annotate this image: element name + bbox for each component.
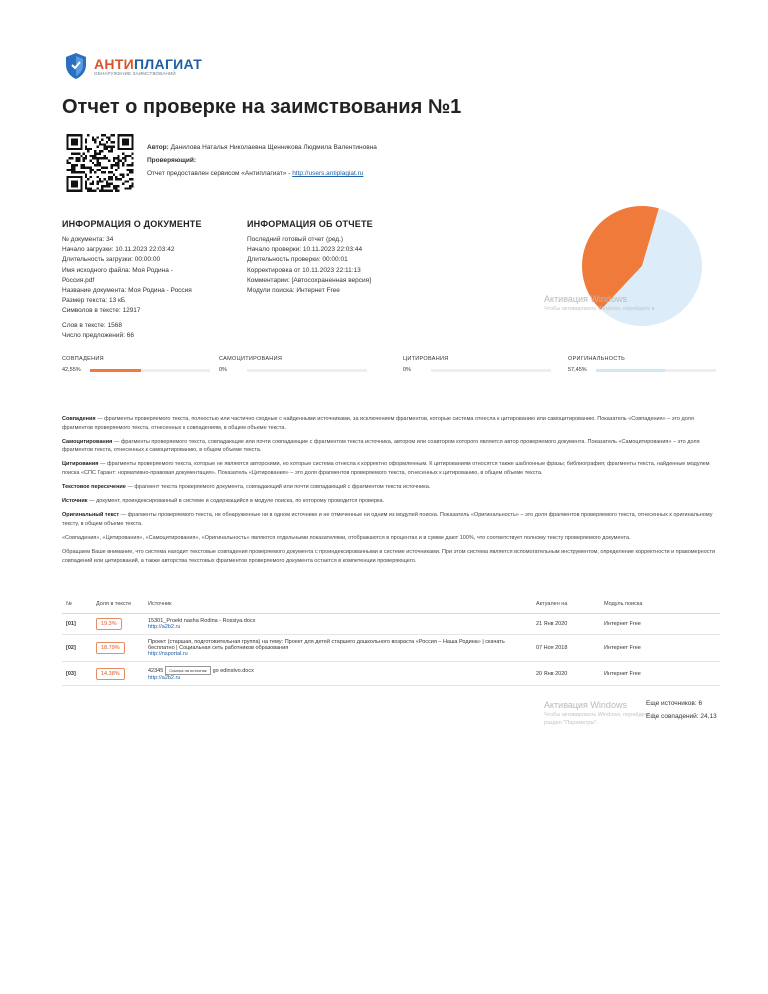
- report-info-line: Начало проверки: 10.11.2023 22:03:44: [247, 246, 363, 254]
- definition-text: — фрагменты проверяемого текста, не обнаруженные ни в одном источнике и не отмеченные ни одним из модулей поиска. Показатель «Оригинальность» – это доля фрагментов проверяемого текста, отнесенных к оригинальному тексту, в общем объеме текста.: [62, 512, 713, 527]
- definition-term: Цитирования: [62, 461, 99, 468]
- windows-watermark: Активация Windows Чтобы активировать Windows, перейдите в: [544, 294, 655, 312]
- doc-info-extra: [62, 321, 134, 341]
- source-name: 42345: [148, 667, 164, 674]
- shield-icon: [64, 52, 88, 80]
- logo-wordmark: АНТИПЛАГИАТ: [94, 55, 203, 72]
- totals: [646, 697, 717, 723]
- stat-track: [90, 369, 210, 372]
- doc-info-line: Начало загрузки: 10.11.2023 22:03:42: [62, 246, 175, 254]
- stat-label: СОВПАДЕНИЯ: [62, 356, 104, 362]
- doc-info-line: Размер текста: 13 кБ: [62, 297, 126, 305]
- provided-text: Отчет предоставлен сервисом «Антиплагиат» -: [147, 170, 291, 177]
- more-matches: Еще совпадений: 24,13: [646, 713, 717, 720]
- report-info-line: Корректировка от 10.11.2023 22:11:13: [247, 266, 361, 274]
- row-index: [03]: [62, 662, 92, 686]
- source-link[interactable]: http://a2b2.ru: [148, 624, 181, 630]
- report-info-line: Комментарии: [Автосохраненная версия]: [247, 276, 372, 284]
- source-name: Проект (старшая, подготовительная группа) на тему: Проект для детей старшего дошкольного возраста «Россия – Наша Родина» | скачать бесплатно | Социальная сеть работников образования: [148, 639, 505, 651]
- stat-label: ОРИГИНАЛЬНОСТЬ: [568, 356, 626, 362]
- stat-value: 57,45%: [568, 367, 587, 373]
- definition-text: — фрагменты проверяемого текста, которые не являются авторскими, но которые система отнесла к корректно оформленным. К цитированиям относятся также шаблонные фразы; библиография; фрагменты текста, найденные модулем поиска «СПС Гарант: нормативно-правовая документация». Показатель «Цитирования» – это доля фрагментов проверяемого текста, отнесенных к цитированию, в общем объеме текста.: [62, 461, 710, 476]
- author-value: Данилова Наталья Николаевна Щенникова Людмила Валентиновна: [170, 144, 377, 151]
- row-date: 20 Янв 2020: [532, 662, 600, 686]
- stat-4: [568, 356, 718, 373]
- logo-tagline: ОБНАРУЖЕНИЕ ЗАИМСТВОВАНИЙ: [94, 70, 176, 76]
- stat-fill: [596, 369, 665, 372]
- definition-text: — фрагмент текста проверяемого документа, совпадающий или почти совпадающий с фрагментом текста источника.: [125, 484, 431, 491]
- col-share: Доля в тексте: [92, 598, 144, 614]
- doc-info-line: Число предложений: 66: [62, 332, 134, 340]
- table-row[interactable]: [62, 662, 720, 686]
- definition-text: — документ, проиндексированный в системе и содержащийся в модуле поиска, по которому проводится проверка.: [87, 498, 385, 505]
- source-tooltip: Ссылка на источник: [165, 666, 210, 675]
- service-link[interactable]: http://users.antiplagiat.ru: [292, 170, 364, 177]
- row-date: 07 Ноя 2018: [532, 635, 600, 662]
- author-label: Автор:: [147, 144, 169, 151]
- definition-paragraph: [62, 497, 718, 506]
- page-title: Отчет о проверке на заимствования №1: [62, 96, 462, 118]
- definition-term: Совпадения: [62, 416, 96, 422]
- source-name: 15301_Proekt nasha Rodina - Rossiya.docx: [148, 618, 256, 624]
- stat-3: [403, 356, 553, 373]
- doc-info-line: Слов в тексте: 1568: [62, 322, 122, 329]
- windows-watermark-bottom: Активация Windows Чтобы активировать Windows, перейдите в раздел "Параметры".: [544, 700, 655, 726]
- share-badge: 14,38%: [96, 668, 125, 680]
- stat-value: 42,55%: [62, 367, 81, 373]
- stat-1: [62, 356, 212, 373]
- definition-paragraph: [62, 438, 718, 455]
- stat-track: [247, 369, 367, 372]
- report-meta: [147, 141, 377, 180]
- table-row[interactable]: [62, 614, 720, 635]
- definition-paragraph: [62, 511, 718, 528]
- row-module: Интернет Free: [600, 662, 720, 686]
- definition-term: Текстовое пересечение: [62, 484, 126, 491]
- stat-track: [596, 369, 716, 372]
- share-badge: 18,79%: [96, 642, 125, 654]
- row-module: Интернет Free: [600, 614, 720, 635]
- table-header-row: [62, 598, 720, 614]
- doc-info-list: [62, 235, 192, 317]
- antiplagiat-logo: [64, 52, 202, 80]
- stat-2: [219, 356, 369, 373]
- stat-track: [431, 369, 551, 372]
- definition-paragraph: [62, 548, 718, 565]
- report-info-list: [247, 235, 371, 296]
- definition-term: Оригинальный текст: [62, 512, 120, 519]
- table-row[interactable]: [62, 635, 720, 662]
- row-index: [01]: [62, 614, 92, 635]
- doc-info-line: № документа: 34: [62, 236, 114, 243]
- more-sources: Еще источников: 6: [646, 700, 703, 707]
- definition-paragraph: [62, 460, 718, 477]
- report-info-line: Модули поиска: Интернет Free: [247, 287, 340, 295]
- stat-value: 0%: [403, 367, 411, 373]
- source-link[interactable]: http://nsportal.ru: [148, 651, 188, 657]
- definition-text: — фрагменты проверяемого текста, полностью или частично сходные с найденными источниками, за исключением фрагментов, которые система отнесла к цитированию или самоцитированию. Показатель «Совпадения» – это доля фрагментов проверяемого текста, отнесенных к совпадениям, в общем объеме текста.: [62, 416, 694, 431]
- sources-table: [62, 598, 720, 686]
- definitions: [62, 415, 718, 571]
- report-info-line: Длительность проверки: 00:00:01: [247, 256, 348, 264]
- doc-info-line: Название документа: Моя Родина - Россия: [62, 287, 192, 295]
- definition-paragraph: [62, 483, 718, 492]
- col-source: Источник: [144, 598, 532, 614]
- doc-info-line: Россия.pdf: [62, 276, 95, 284]
- report-info-line: Последний готовый отчет (ред.): [247, 236, 344, 243]
- qr-code: [66, 134, 134, 192]
- definition-text: Обращаем Ваше внимание, что система находит текстовые совпадения проверяемого документа с проиндексированными в системе источниками. При этом система является вспомогательным инструментом, определение корректности и правомерности совпадений или цитирований, а также авторства текстовых фрагментов проверяемого документа остается в компетенции проверяющего.: [62, 549, 716, 564]
- stat-value: 0%: [219, 367, 227, 373]
- col-date: Актуален на: [532, 598, 600, 614]
- definition-text: «Совпадения», «Цитирования», «Самоцитирования», «Оригинальность» являются отдельными показателями, отображаются в процентах и в сумме дают 100%, что соответствует полному тексту проверяемого документа.: [62, 534, 631, 541]
- source-name-tail: go edinstvo.docx: [212, 667, 254, 674]
- definition-text: — фрагменты проверяемого текста, совпадающие или почти совпадающие с фрагментом текста источника, автором или соавтором которого является автор проверяемого документа. Показатель «Самоцитирования» – это доля фрагментов текста, отнесенных к самоцитированию, в общем объеме текста.: [62, 438, 700, 454]
- col-module: Модуль поиска: [600, 598, 720, 614]
- stat-label: ЦИТИРОВАНИЯ: [403, 356, 449, 362]
- doc-info-title: ИНФОРМАЦИЯ О ДОКУМЕНТЕ: [62, 219, 202, 229]
- doc-info-line: Символов в тексте: 12917: [62, 307, 141, 315]
- row-date: 21 Янв 2020: [532, 614, 600, 635]
- doc-info-line: Имя исходного файла: Моя Родина -: [62, 266, 173, 274]
- col-number: №: [62, 598, 92, 614]
- doc-info-line: Длительность загрузки: 00:00:00: [62, 256, 161, 264]
- reviewer-label: Проверяющий:: [147, 157, 197, 164]
- stat-fill: [90, 369, 141, 372]
- definition-paragraph: [62, 415, 718, 432]
- definition-paragraph: [62, 534, 718, 543]
- source-link[interactable]: http://a2b2.ru: [148, 675, 181, 681]
- row-index: [02]: [62, 635, 92, 662]
- stat-label: САМОЦИТИРОВАНИЯ: [219, 356, 283, 362]
- report-info-title: ИНФОРМАЦИЯ ОБ ОТЧЕТЕ: [247, 219, 373, 229]
- share-badge: 19,3%: [96, 618, 122, 630]
- definition-term: Самоцитирования: [62, 438, 113, 445]
- row-module: Интернет Free: [600, 635, 720, 662]
- definition-term: Источник: [62, 498, 88, 505]
